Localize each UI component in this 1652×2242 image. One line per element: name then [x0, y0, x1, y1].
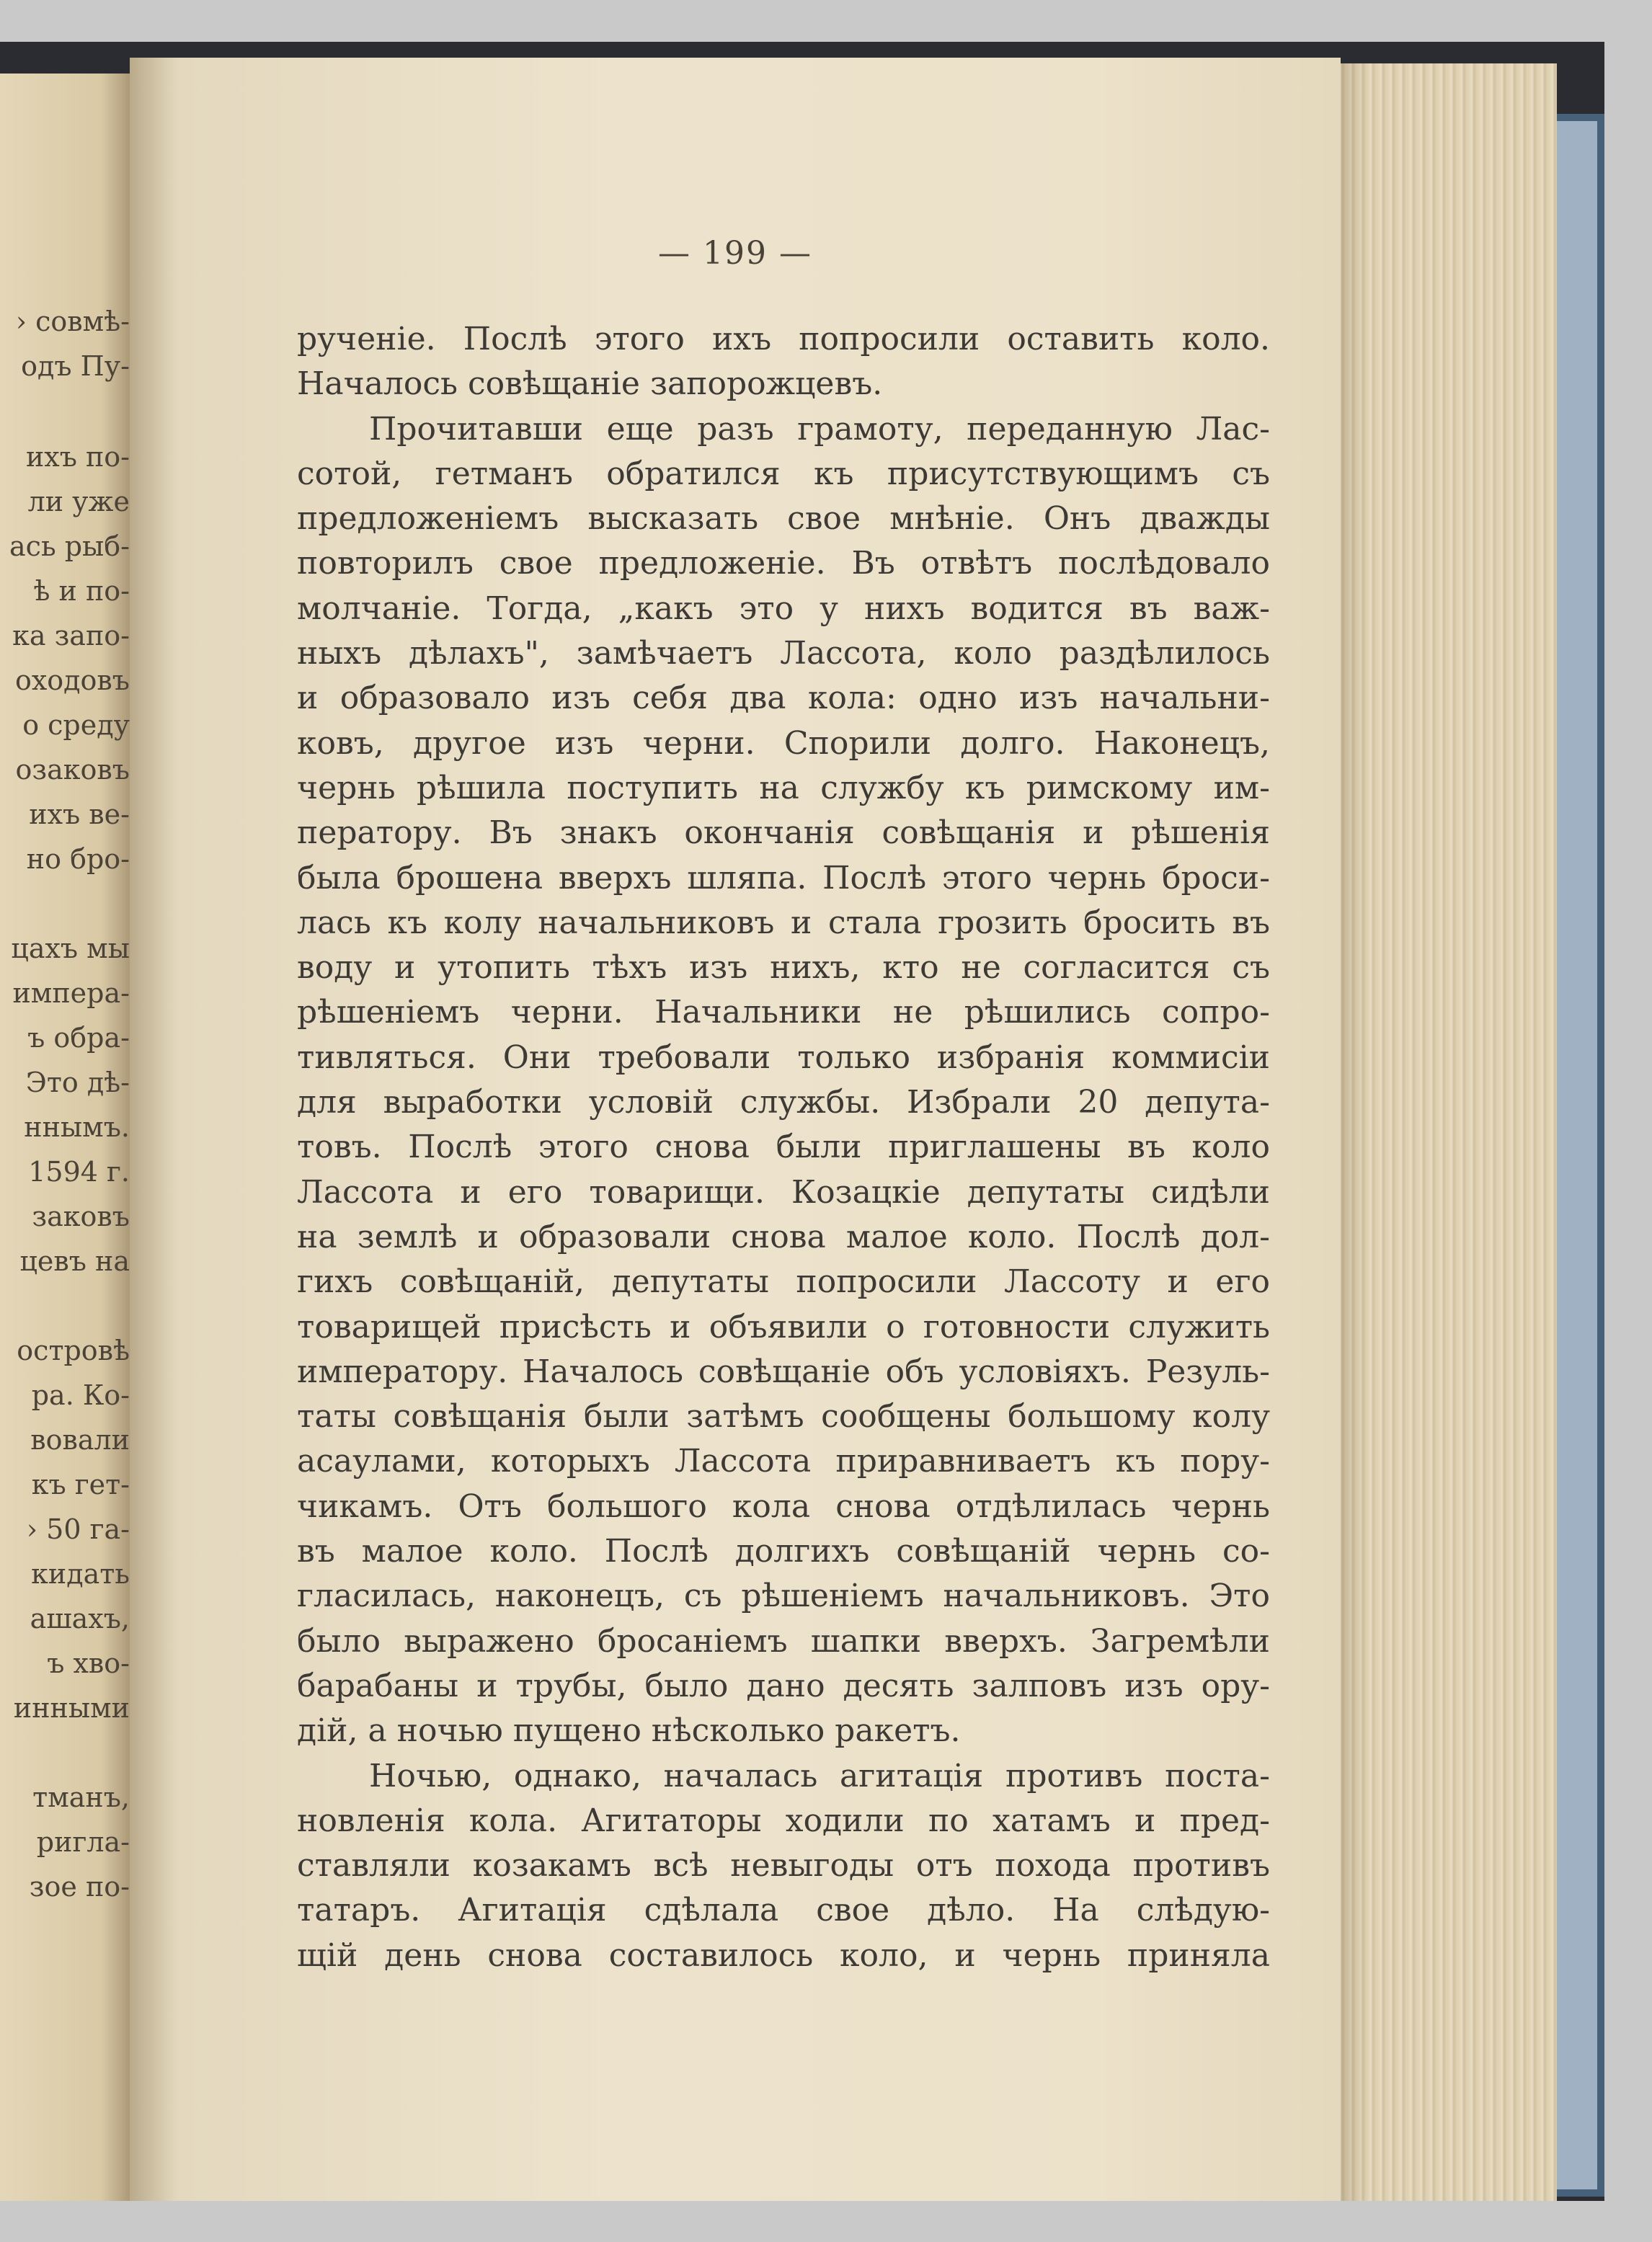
text-line: лась къ колу начальниковъ и стала грозить бросить въ	[297, 904, 1270, 941]
text-line: Прочитавши еще разъ грамоту, переданную Лас-	[369, 410, 1270, 448]
left-fragment-line: 1594 г.	[28, 1156, 130, 1188]
left-fragment-line: ихъ ве-	[29, 799, 130, 830]
left-fragment-line: ашахъ,	[30, 1603, 130, 1634]
text-line: тивляться. Они требовали только избранія коммисіи	[297, 1038, 1270, 1076]
left-fragment-line: къ гет-	[31, 1469, 130, 1500]
book-scan	[0, 42, 1604, 2201]
text-line: гихъ совѣщаній, депутаты попросили Лассоту и его	[297, 1263, 1270, 1301]
text-line: таты совѣщанія были затѣмъ сообщены большому колу	[297, 1398, 1270, 1436]
text-line: ковъ, другое изъ черни. Спорили долго. Наконецъ,	[297, 724, 1270, 762]
text-line: чикамъ. Отъ большого кола снова отдѣлилась чернь	[297, 1487, 1270, 1525]
left-fragment-line: озаковъ	[15, 754, 130, 786]
left-fragment-line: ась рыб-	[9, 530, 130, 562]
left-fragment-line: цахъ мы	[11, 933, 130, 964]
left-fragment-line: зое по-	[29, 1871, 130, 1903]
left-fragment-line: тманъ,	[32, 1781, 130, 1813]
left-fragment-line: ли уже	[27, 486, 130, 517]
text-line: Началось совѣщаніе запорожцевъ.	[297, 365, 883, 403]
left-fragment-line: ъ хво-	[47, 1647, 130, 1679]
left-fragment-line: ннымъ.	[24, 1111, 130, 1143]
left-fragment-line: кидать	[31, 1558, 130, 1590]
text-line: была брошена вверхъ шляпа. Послѣ этого чернь броси-	[297, 859, 1270, 897]
text-line: и образовало изъ себя два кола: одно изъ начальни-	[297, 680, 1270, 717]
text-line: молчаніе. Тогда, „какъ это у нихъ водится въ важ-	[297, 590, 1270, 627]
page-text	[297, 317, 1270, 1978]
left-fragment-line: Это дѣ-	[25, 1067, 130, 1098]
left-fragment-line: ка запо-	[12, 620, 130, 651]
left-fragment-line: цевъ на	[19, 1245, 130, 1277]
text-line: предложеніемъ высказать свое мнѣніе. Онъ дважды	[297, 500, 1270, 538]
text-line: барабаны и трубы, было дано десять залповъ изъ ору-	[297, 1667, 1270, 1704]
left-fragment-line: о среду	[22, 709, 130, 741]
page-edges	[1326, 63, 1557, 2201]
left-fragment-line: заковъ	[32, 1201, 130, 1232]
text-line: новленія кола. Агитаторы ходили по хатамъ и пред-	[297, 1802, 1270, 1839]
text-line: на землѣ и образовали снова малое коло. Послѣ дол-	[297, 1218, 1270, 1255]
board-strip	[1557, 121, 1597, 2189]
text-line: было выражено бросаніемъ шапки вверхъ. Загремѣли	[297, 1622, 1270, 1660]
left-fragment-line: но бро-	[26, 843, 130, 875]
left-fragment-line: одъ Пу-	[21, 350, 130, 382]
left-fragment-line: ъ обра-	[27, 1022, 130, 1054]
text-line: гласилась, наконецъ, съ рѣшеніемъ начальниковъ. Это	[297, 1578, 1270, 1615]
text-line: щій день снова составилось коло, и чернь приняла	[297, 1936, 1270, 1974]
text-line: воду и утопить тѣхъ изъ нихъ, кто не согласится съ	[297, 949, 1270, 987]
page-number: — 199 —	[658, 235, 812, 272]
text-line: чернь рѣшила поступить на службу къ римскому им-	[297, 769, 1270, 806]
left-page-fragment	[0, 74, 144, 2201]
text-line: повторилъ свое предложеніе. Въ отвѣтъ послѣдовало	[297, 545, 1270, 582]
left-fragment-line: инными	[13, 1692, 130, 1724]
text-line: Ночью, однако, началась агитація противъ поста-	[369, 1757, 1270, 1794]
text-line: сотой, гетманъ обратился къ присутствующимъ съ	[297, 455, 1270, 492]
text-line: товъ. Послѣ этого снова были приглашены въ коло	[297, 1129, 1270, 1166]
left-fragment-line: вовали	[30, 1424, 130, 1456]
text-line: асаулами, которыхъ Лассота приравниваетъ къ пору-	[297, 1443, 1270, 1480]
text-line: императору. Началось совѣщаніе объ условіяхъ. Резуль-	[297, 1353, 1270, 1390]
left-fragment-line: островѣ	[17, 1335, 130, 1366]
left-fragment-line: ригла-	[36, 1826, 130, 1858]
background-board	[1550, 114, 1604, 2197]
book-page	[130, 58, 1341, 2201]
left-fragment-line: импера-	[12, 977, 130, 1009]
text-line: ныхъ дѣлахъ", замѣчаетъ Лассота, коло раздѣлилось	[297, 635, 1270, 672]
left-fragment-line: › совмѣ-	[15, 306, 130, 337]
left-fragment-line: оходовъ	[14, 664, 130, 696]
text-line: для выработки условій службы. Избрали 20 депута-	[297, 1084, 1270, 1121]
left-fragment-line: ра. Ко-	[31, 1379, 130, 1411]
text-line: рученіе. Послѣ этого ихъ попросили оставить коло.	[297, 321, 1270, 357]
text-line: дій, а ночью пущено нѣсколько ракетъ.	[297, 1712, 961, 1750]
left-fragment-line: › 50 га-	[26, 1513, 130, 1545]
text-line: ставляли козакамъ всѣ невыгоды отъ похода противъ	[297, 1847, 1270, 1885]
left-fragment-line: ихъ по-	[25, 441, 130, 473]
text-line: рѣшеніемъ черни. Начальники не рѣшились сопро-	[297, 994, 1270, 1031]
text-line: товарищей присѣсть и объявили о готовности служить	[297, 1308, 1270, 1345]
text-line: въ малое коло. Послѣ долгихъ совѣщаній чернь со-	[297, 1533, 1270, 1570]
text-line: татаръ. Агитація сдѣлала свое дѣло. На слѣдую-	[297, 1892, 1270, 1929]
text-line: Лассота и его товарищи. Козацкіе депутаты сидѣли	[297, 1173, 1270, 1211]
left-fragment-line: ѣ и по-	[33, 575, 130, 607]
text-line: ператору. Въ знакъ окончанія совѣщанія и рѣшенія	[297, 814, 1270, 852]
